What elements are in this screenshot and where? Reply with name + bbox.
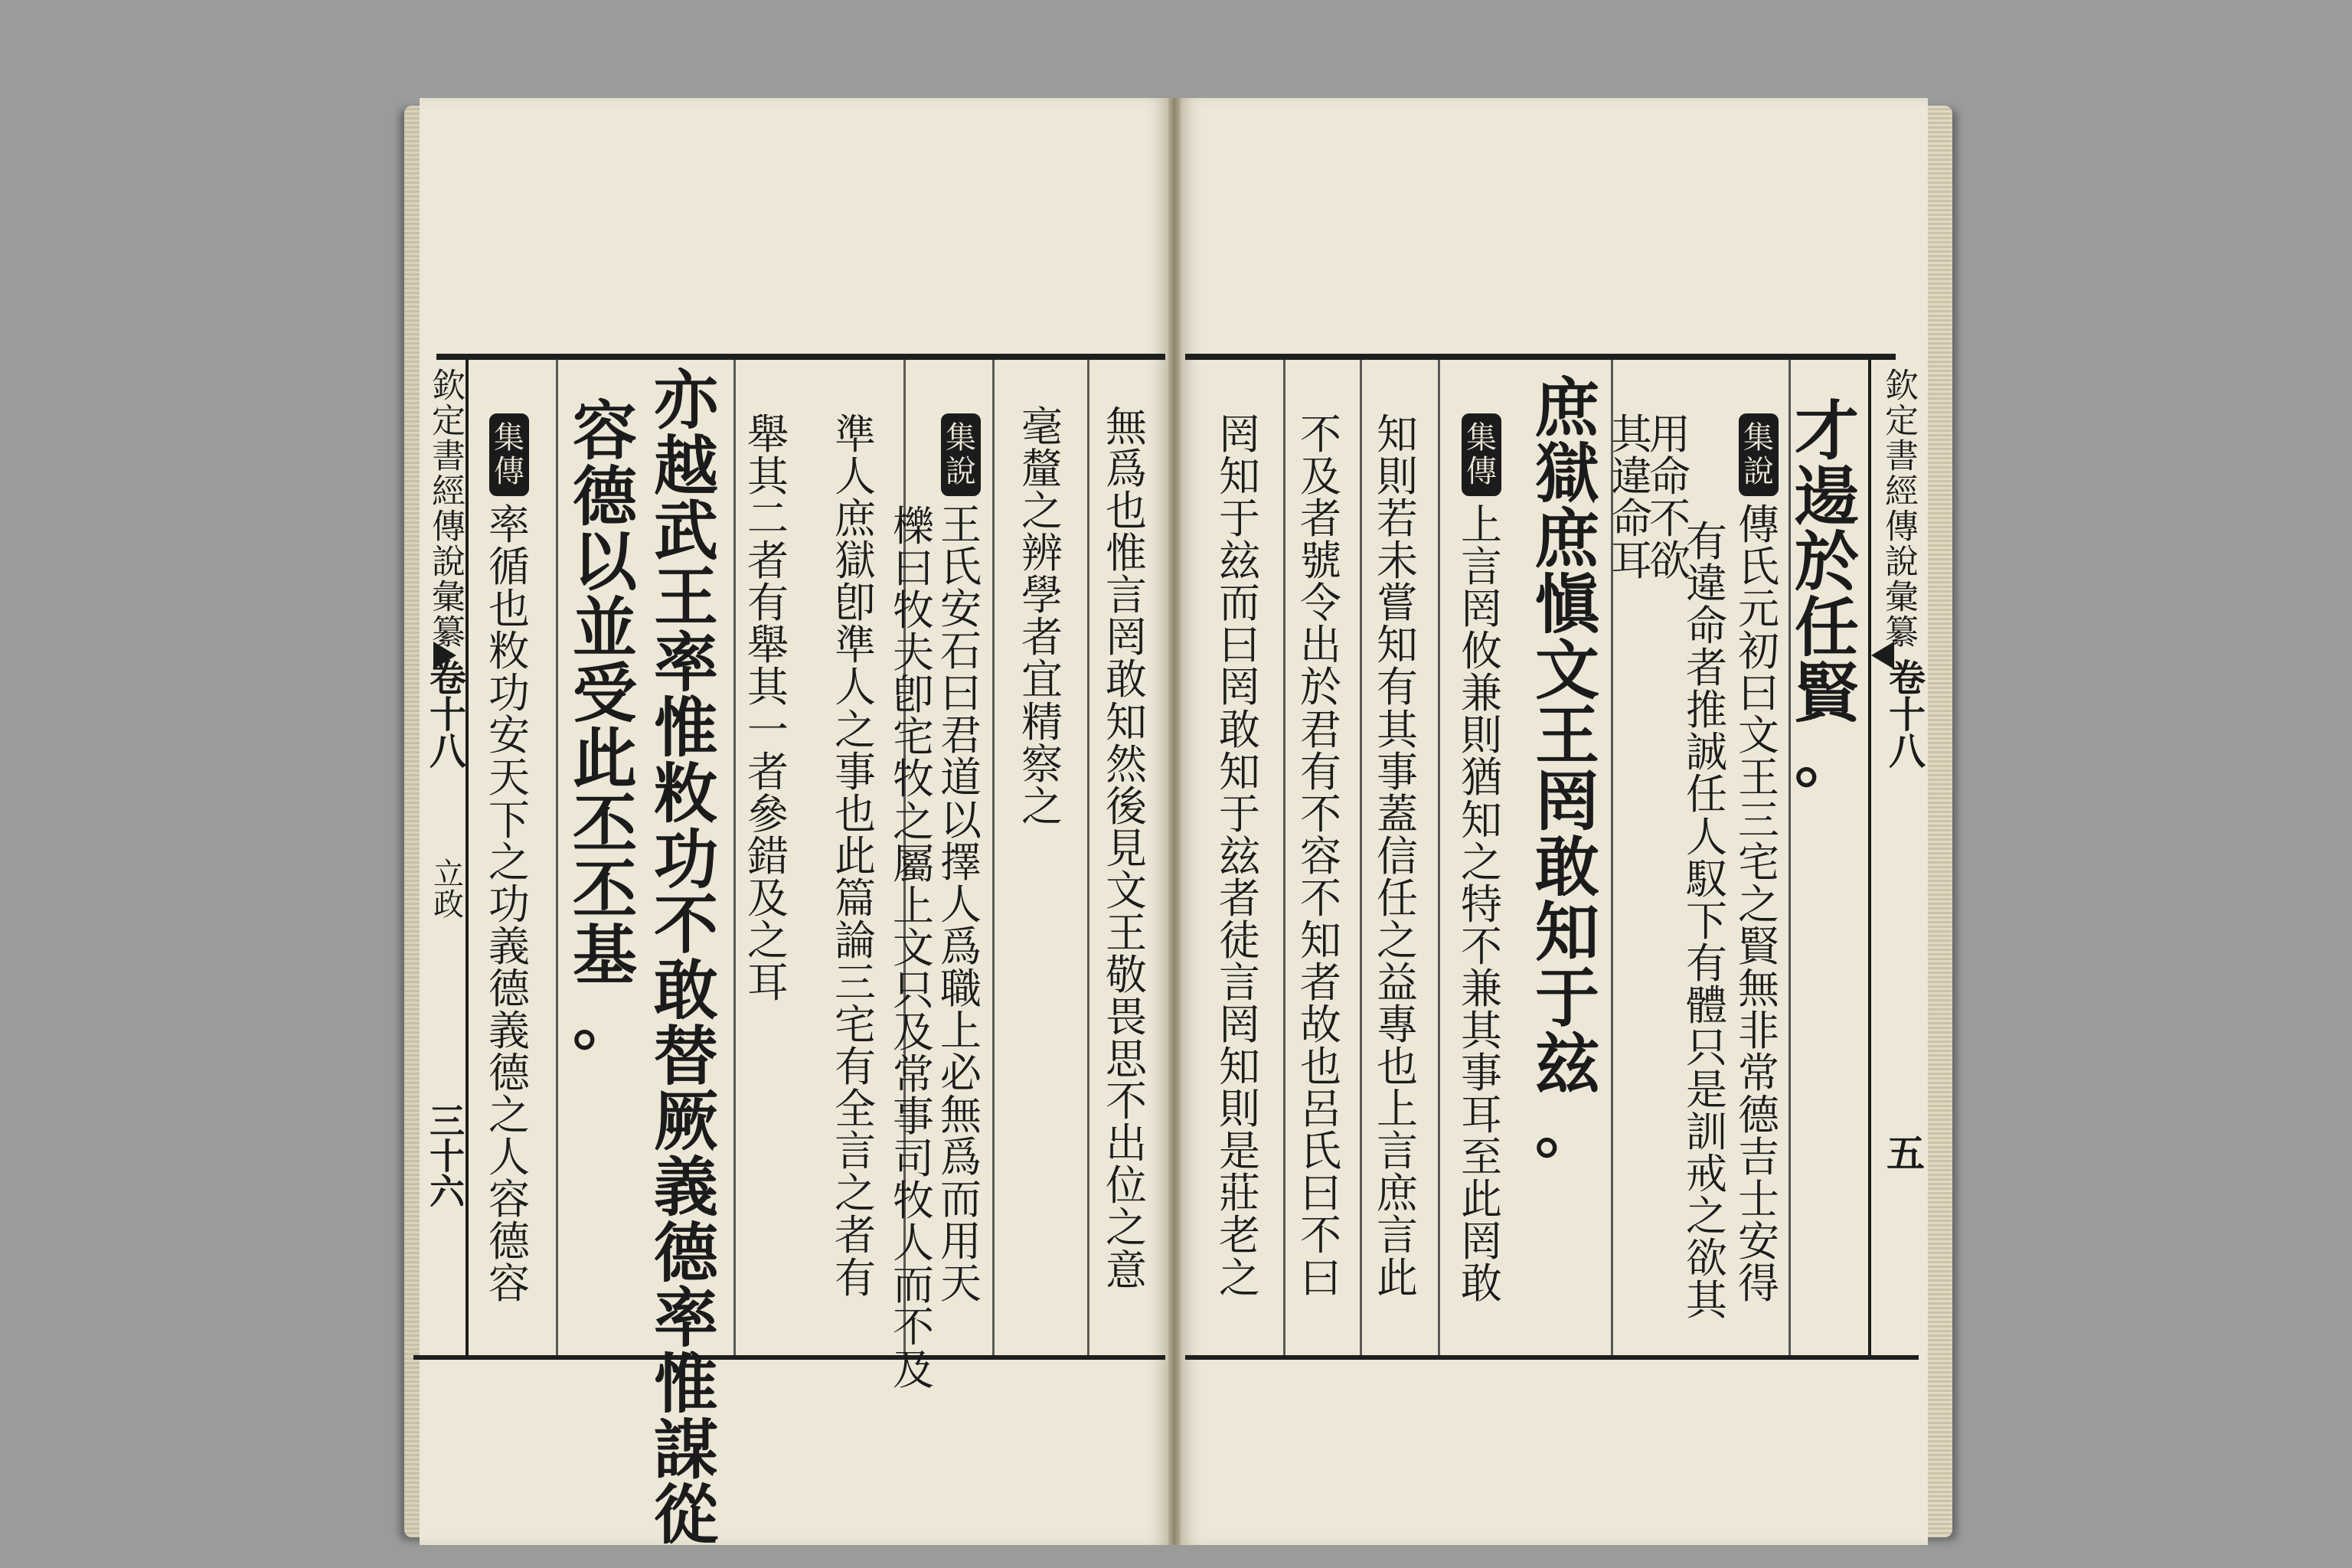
- column-divider: [1438, 360, 1440, 1355]
- margin-title-text: 欽定書經傳說彙纂: [426, 368, 465, 649]
- left-bottom-border: [413, 1355, 1165, 1360]
- column-divider: [1360, 360, 1362, 1355]
- column-text: 才 逿 於 任 賢 。: [1794, 393, 1859, 797]
- column-text: 毫 釐 之 辨 學 者 宜 精 察 之: [1021, 403, 1063, 831]
- text-column-commentary: [1213, 410, 1266, 1302]
- column-divider: [1087, 360, 1089, 1355]
- column-divider: [992, 360, 995, 1355]
- commentary-badge: 集 說: [1739, 413, 1779, 496]
- left-margin-volume: [423, 658, 466, 769]
- text-column-commentary: [1733, 413, 1784, 1308]
- column-text: 罔 知 于 玆 而 曰 罔 敢 知 于 玆 者 徒 言 罔 知 則 是 莊 老 之: [1219, 410, 1260, 1302]
- text-column-commentary: [1681, 518, 1732, 1325]
- text-column-main: [1790, 393, 1864, 797]
- commentary-badge: 集 傳: [1462, 413, 1501, 496]
- column-text: 庶 獄 庶 愼 文 王 罔 敢 知 于 玆 。: [1534, 370, 1599, 1168]
- column-text: 無 爲 也 惟 言 罔 敢 知 然 後 見 文 王 敬 畏 思 不 出 位 之 意: [1106, 403, 1147, 1295]
- text-column-main: [1525, 370, 1609, 1168]
- book-spine-gutter: [1168, 98, 1181, 1545]
- text-column-commentary: [1370, 410, 1424, 1302]
- text-column-commentary: [893, 502, 934, 1394]
- column-divider: [556, 360, 558, 1355]
- text-column-main: [567, 393, 643, 1060]
- text-column-commentary: [830, 410, 880, 1302]
- right-margin-page: [1880, 1133, 1926, 1171]
- text-column-main: [648, 362, 724, 1553]
- left-top-border: [436, 354, 1165, 360]
- column-text: 櫟 曰 牧 夫 卽 宅 牧 之 屬 上 文 只 及 常 事 司 牧 人 而 不 及: [893, 502, 934, 1394]
- right-top-border: [1185, 354, 1896, 360]
- column-text: 上 言 罔 攸 兼 則 猶 知 之 特 不 兼 其 事 耳 至 此 罔 敢: [1461, 501, 1502, 1308]
- margin-volume-text: 卷十八: [423, 658, 466, 769]
- column-text: 準 人 庶 獄 卽 準 人 之 事 也 此 篇 論 三 宅 有 全 言 之 者 有: [835, 410, 876, 1302]
- column-text: 容 德 以 並 受 此 丕 丕 基 。: [572, 393, 637, 1060]
- text-column-commentary: [1611, 410, 1652, 586]
- left-margin-page: [426, 1102, 464, 1208]
- text-column-commentary: [1015, 403, 1069, 831]
- margin-page-number: 三十六: [424, 1102, 466, 1208]
- margin-title-text: 欽定書經傳說彙纂: [1879, 368, 1918, 649]
- column-text: 不 及 者 號 令 出 於 君 有 不 容 不 知 者 故 也 呂 氏 曰 不 曰: [1300, 410, 1341, 1302]
- right-margin-title: [1879, 368, 1917, 649]
- text-column-commentary: [1455, 413, 1508, 1308]
- text-column-commentary: [1099, 403, 1153, 1295]
- text-column-commentary: [1294, 410, 1348, 1302]
- column-divider: [733, 360, 736, 1355]
- column-text: 傳 氏 元 初 曰 文 王 三 宅 之 賢 無 非 常 德 吉 士 安 得: [1738, 501, 1779, 1308]
- left-margin-section: [429, 858, 464, 919]
- text-column-commentary: [482, 413, 536, 1308]
- margin-section-text: 立政: [428, 858, 464, 919]
- column-text: 知 則 若 未 嘗 知 有 其 事 蓋 信 任 之 益 專 也 上 言 庶 言 此: [1377, 410, 1418, 1302]
- column-text: 其 違 命 耳: [1611, 410, 1652, 586]
- left-margin-title: [426, 368, 464, 649]
- margin-page-number: 五: [1880, 1133, 1926, 1171]
- column-text: 王 氏 安 石 曰 君 道 以 擇 人 爲 職 上 必 無 爲 而 用 天: [940, 501, 982, 1308]
- column-divider: [1283, 360, 1285, 1355]
- column-text: 舉 其 二 者 有 舉 其 一 者 參 錯 及 之 耳: [747, 410, 789, 1008]
- text-column-commentary: [1649, 410, 1690, 586]
- column-text: 用 命 不 欲: [1649, 410, 1690, 586]
- margin-volume-text: 卷十八: [1882, 658, 1926, 769]
- text-column-commentary: [743, 410, 793, 1008]
- text-column-commentary: [936, 413, 986, 1308]
- column-text: 亦 越 武 王 率 惟 敉 功 不 敢 替 厥 義 德 率 惟 謀 從: [653, 362, 718, 1553]
- right-margin-border: [1868, 354, 1871, 1360]
- commentary-badge: 集 傳: [489, 413, 529, 496]
- right-bottom-border: [1185, 1355, 1919, 1360]
- column-text: 率 循 也 敉 功 安 天 下 之 功 義 德 義 德 之 人 容 德 容: [488, 501, 530, 1308]
- right-margin-volume: [1882, 658, 1926, 769]
- column-text: 有 違 命 者 推 誠 任 人 馭 下 有 體 只 是 訓 戒 之 欲 其: [1686, 518, 1727, 1325]
- commentary-badge: 集 說: [941, 413, 981, 496]
